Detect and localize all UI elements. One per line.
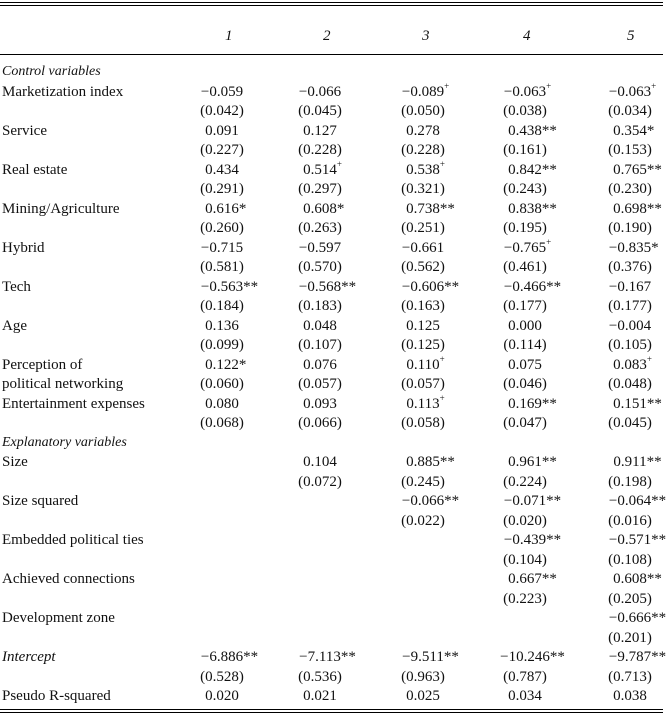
coefficient-cell: 0.151** (613, 395, 662, 412)
coefficient-cell: −0.563** (200, 278, 259, 295)
coefficient-cell: 0.091 (205, 122, 239, 139)
std-error-cell: (0.223) (503, 590, 547, 607)
coefficient-cell: −10.246** (500, 649, 565, 665)
coefficient-cell: 0.608** (613, 571, 662, 587)
coefficient-cell: −0.661 (401, 239, 445, 256)
std-error-cell: (0.045) (298, 103, 342, 119)
std-error-cell: (0.713) (608, 668, 652, 685)
coefficient-cell: −0.666** (608, 610, 666, 626)
coefficient-cell: −0.063+ (608, 80, 657, 100)
column-header-2: 2 (323, 28, 331, 44)
std-error-cell: (0.047) (503, 415, 547, 431)
coefficient-cell: −7.113** (299, 649, 356, 665)
std-error-cell: (0.066) (298, 415, 342, 431)
coefficient-cell: 0.113+ (406, 392, 445, 412)
std-error-cell: (0.114) (503, 337, 547, 353)
std-error-cell: (0.228) (401, 142, 445, 158)
std-error-cell: (0.060) (200, 376, 244, 392)
column-header-5: 5 (627, 28, 635, 44)
coefficient-cell: 0.038 (613, 688, 647, 704)
coefficient-cell: 0.020 (205, 688, 239, 704)
std-error-cell: (0.528) (200, 668, 244, 685)
top-rule-inner (0, 5, 663, 6)
coefficient-cell: 0.136 (205, 317, 239, 334)
std-error-cell: (0.562) (401, 259, 445, 275)
coefficient-cell: −0.064** (608, 493, 666, 509)
std-error-cell: (0.108) (608, 551, 652, 568)
std-error-cell: (0.260) (200, 220, 244, 236)
bottom-rule-outer (0, 712, 663, 713)
std-error-cell: (0.048) (608, 376, 652, 392)
coefficient-cell: −0.167 (608, 278, 652, 295)
std-error-cell: (0.243) (503, 181, 547, 197)
std-error-cell: (0.042) (200, 103, 244, 119)
std-error-cell: (0.177) (608, 298, 652, 314)
coefficient-cell: −0.066 (298, 83, 342, 100)
coefficient-cell: −9.787** (608, 649, 666, 665)
coefficient-cell: −0.063+ (503, 80, 552, 100)
coefficient-cell: −0.004 (608, 317, 652, 334)
std-error-cell: (0.963) (401, 668, 445, 685)
std-error-cell: (0.245) (401, 473, 445, 490)
coefficient-cell: 0.034 (508, 688, 542, 704)
std-error-cell: (0.177) (503, 298, 547, 314)
coefficient-cell: 0.616* (205, 200, 247, 217)
coefficient-cell: 0.048 (303, 317, 337, 334)
row-label: Marketization index (2, 83, 124, 100)
std-error-cell: (0.376) (608, 259, 652, 275)
std-error-cell: (0.461) (503, 259, 547, 275)
coefficient-cell: −0.568** (298, 278, 357, 295)
top-rule-outer (0, 2, 663, 3)
std-error-cell: (0.057) (298, 376, 342, 392)
coefficient-cell: 0.127 (303, 122, 337, 139)
coefficient-cell: 0.911** (613, 454, 662, 470)
std-error-cell: (0.291) (200, 181, 244, 197)
coefficient-cell: −0.071** (503, 493, 562, 509)
std-error-cell: (0.104) (503, 551, 547, 568)
coefficient-cell: 0.169** (508, 395, 557, 412)
row-label: Development zone (2, 610, 115, 626)
row-label: Hybrid (2, 239, 45, 256)
coefficient-cell: 0.667** (508, 571, 557, 587)
std-error-cell: (0.263) (298, 220, 342, 236)
coefficient-cell: −0.715 (200, 239, 244, 256)
coefficient-cell: 0.434 (205, 161, 239, 178)
std-error-cell: (0.183) (298, 298, 342, 314)
std-error-cell: (0.057) (401, 376, 445, 392)
column-header-3: 3 (422, 28, 430, 44)
coefficient-cell: 0.438** (508, 122, 557, 139)
coefficient-cell: 0.961** (508, 454, 557, 470)
std-error-cell: (0.046) (503, 376, 547, 392)
coefficient-cell: 0.075 (508, 356, 542, 373)
row-label: Embedded political ties (2, 532, 144, 548)
section-heading: Explanatory variables (2, 434, 127, 450)
std-error-cell: (0.068) (200, 415, 244, 431)
std-error-cell: (0.020) (503, 512, 547, 529)
coefficient-cell: −0.765+ (503, 236, 552, 256)
std-error-cell: (0.297) (298, 181, 342, 197)
coefficient-cell: −0.571** (608, 532, 666, 548)
row-label: Perception of (2, 356, 83, 373)
row-label: Entertainment expenses (2, 395, 145, 412)
row-label: Size (2, 454, 28, 470)
coefficient-cell: 0.885** (406, 454, 455, 470)
std-error-cell: (0.251) (401, 220, 445, 236)
coefficient-cell: 0.080 (205, 395, 239, 412)
std-error-cell: (0.570) (298, 259, 342, 275)
row-label: Size squared (2, 493, 79, 509)
section-heading: Control variables (2, 64, 101, 79)
std-error-cell: (0.230) (608, 181, 652, 197)
std-error-cell: (0.228) (298, 142, 342, 158)
std-error-cell: (0.038) (503, 103, 547, 119)
coefficient-cell: 0.278 (406, 122, 440, 139)
row-label: Achieved connections (2, 571, 135, 587)
coefficient-cell: 0.093 (303, 395, 337, 412)
coefficient-cell: 0.083+ (613, 353, 652, 373)
std-error-cell: (0.105) (608, 337, 652, 353)
coefficient-cell: 0.110+ (406, 353, 445, 373)
std-error-cell: (0.034) (608, 103, 652, 119)
coefficient-cell: 0.125 (406, 317, 440, 334)
coefficient-cell: 0.354* (613, 122, 655, 139)
std-error-cell: (0.195) (503, 220, 547, 236)
bottom-rule-inner (0, 709, 663, 710)
std-error-cell: (0.099) (200, 337, 244, 353)
coefficient-cell: 0.021 (303, 688, 337, 704)
coefficient-cell: 0.104 (303, 454, 337, 470)
coefficient-cell: 0.025 (406, 688, 440, 704)
coefficient-cell: −0.835* (608, 239, 659, 256)
std-error-cell: (0.022) (401, 512, 445, 529)
coefficient-cell: −0.597 (298, 239, 342, 256)
std-error-cell: (0.163) (401, 298, 445, 314)
std-error-cell: (0.198) (608, 473, 652, 490)
std-error-cell: (0.321) (401, 181, 445, 197)
coefficient-cell: 0.608* (303, 200, 345, 217)
coefficient-cell: −0.466** (503, 278, 562, 295)
std-error-cell: (0.205) (608, 590, 652, 607)
std-error-cell: (0.227) (200, 142, 244, 158)
row-label: Age (2, 317, 27, 334)
coefficient-cell: 0.838** (508, 200, 557, 217)
coefficient-cell: −9.511** (402, 649, 459, 665)
coefficient-cell: 0.514+ (303, 158, 342, 178)
row-label: Intercept (2, 649, 56, 665)
coefficient-cell: −0.439** (503, 532, 562, 548)
coefficient-cell: 0.076 (303, 356, 337, 373)
std-error-cell: (0.536) (298, 668, 342, 685)
std-error-cell: (0.125) (401, 337, 445, 353)
coefficient-cell: 0.738** (406, 200, 455, 217)
std-error-cell: (0.787) (503, 668, 547, 685)
coefficient-cell: 0.000 (508, 317, 542, 334)
coefficient-cell: −6.886** (200, 649, 259, 665)
row-label: Real estate (2, 161, 68, 178)
column-header-4: 4 (523, 28, 531, 44)
std-error-cell: (0.190) (608, 220, 652, 236)
column-header-1: 1 (225, 28, 233, 44)
coefficient-cell: 0.698** (613, 200, 662, 217)
std-error-cell: (0.107) (298, 337, 342, 353)
row-label-continued: political networking (2, 376, 124, 392)
coefficient-cell: 0.122* (205, 356, 247, 373)
std-error-cell: (0.161) (503, 142, 547, 158)
row-label: Tech (2, 278, 31, 295)
std-error-cell: (0.050) (401, 103, 445, 119)
std-error-cell: (0.058) (401, 415, 445, 431)
header-rule (0, 54, 663, 55)
coefficient-cell: −0.059 (200, 83, 244, 100)
std-error-cell: (0.184) (200, 298, 244, 314)
coefficient-cell: −0.066** (401, 493, 460, 509)
coefficient-cell: 0.765** (613, 161, 662, 178)
coefficient-cell: −0.089+ (401, 80, 450, 100)
std-error-cell: (0.153) (608, 142, 652, 158)
coefficient-cell: 0.842** (508, 161, 557, 178)
std-error-cell: (0.224) (503, 473, 547, 490)
std-error-cell: (0.581) (200, 259, 244, 275)
coefficient-cell: 0.538+ (406, 158, 445, 178)
coefficient-cell: −0.606** (401, 278, 460, 295)
row-label: Mining/Agriculture (2, 200, 120, 217)
std-error-cell: (0.072) (298, 473, 342, 490)
row-label: Pseudo R-squared (2, 688, 111, 704)
std-error-cell: (0.201) (608, 629, 652, 646)
std-error-cell: (0.016) (608, 512, 652, 529)
row-label: Service (2, 122, 47, 139)
std-error-cell: (0.045) (608, 415, 652, 431)
